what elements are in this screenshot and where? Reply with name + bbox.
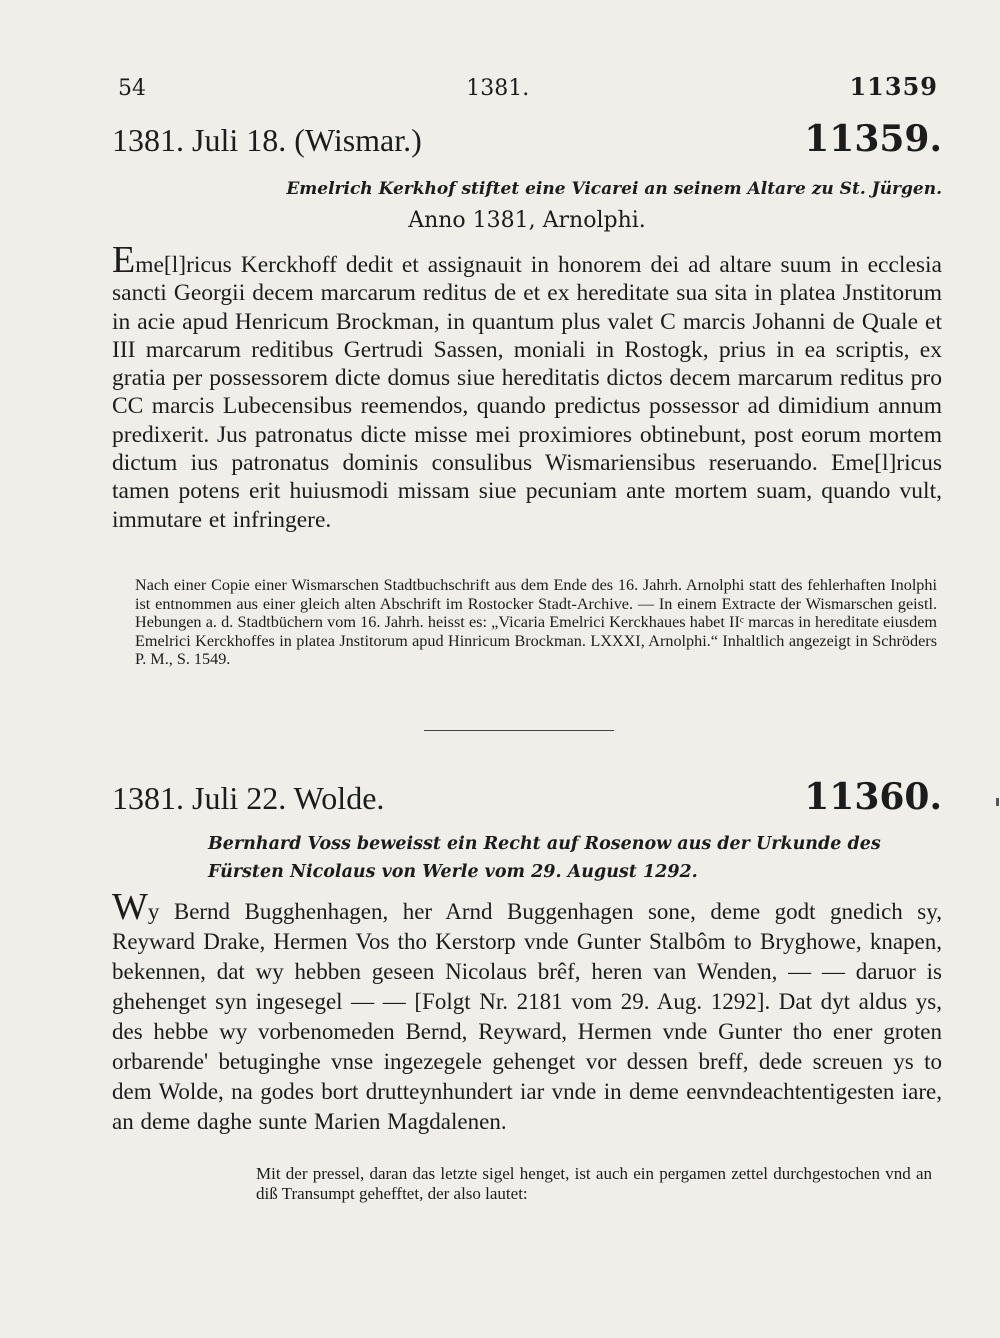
charter-date: 1381. Juli 18. (Wismar.)	[112, 122, 422, 158]
charter-note: Nach einer Copie einer Wismarschen Stadtbuchschrift aus dem Ende des 16. Jahrh. Arnolphi statt des fehlerhaften Inolphi ist entnommen aus einer gleich alten Abschrift im Rostocker Stadt-Archive. — In einem Extracte der Wismarschen geistl. Hebungen a. d. Stadtbüchern vom 16. Jahrh. heisst es: „Vicaria Emelrici Kerckhaues habet IIᶜ marcas in hereditate eiusdem Emelrici Kerckhoffes in platea Jnstitorum apud Hinricum Brockman. LXXXI, Arnolphi.“ Inhaltlich angezeigt in Schröders P. M., S. 1549.	[135, 576, 937, 668]
initial-letter: E	[112, 239, 136, 281]
page-number: 54	[118, 76, 146, 101]
charter-text	[112, 239, 942, 534]
section-divider	[424, 730, 614, 731]
running-head	[118, 72, 938, 101]
running-document-number: 11359	[849, 72, 938, 101]
running-year: 1381.	[466, 76, 530, 101]
charter-summary: Emelrich Kerkhof stiftet eine Vicarei an seinem Altare zu St. Jürgen.	[286, 179, 942, 199]
charter-heading	[112, 776, 942, 818]
initial-letter: W	[112, 886, 148, 928]
charter-text-body: me[l]ricus Kerckhoff dedit et assignauit in honorem dei ad altare suum in ecclesia sancti Georgii decem marcarum reditus de et ex hereditate sua sita in platea Jnstitorum in acie apud Henricum Brockman, in quantum plus valet C marcis Johanni de Quale et III marcarum reditibus Gertrudi Sassen, moniali in Rostogk, prius in ea scriptis, ex gratia per possessorem dicte domus siue hereditatis dictos decem marcarum reditus pro CC marcis Lubecensibus reemendos, quando predictus possessor ad dimidium annum predixerit. Jus patronatus dicte misse mei proximiores obtinebunt, post eorum mortem dictum ius patronatus dominis consulibus Wismariensibus reseruando. Eme[l]ricus tamen potens erit huiusmodi missam siue pecuniam ante mortem suam, quando vult, immutare et infringere.	[112, 252, 942, 533]
charter-number: 11360.	[804, 776, 942, 818]
charter-number: 11359.	[804, 118, 942, 160]
charter-date: 1381. Juli 22. Wolde.	[112, 780, 385, 816]
charter-heading	[112, 118, 942, 160]
charter-text-body: y Bernd Bugghenhagen, her Arnd Buggenhagen sone, deme godt gnedich sy, Reyward Drake, Hermen Vos tho Kerstorp vnde Gunter Stalbôm to Bryghowe, knapen, bekennen, dat wy hebben geseen Nicolaus brêf, heren van Wenden, — — daruor is ghehenget syn ingesegel — — [Folgt Nr. 2181 vom 29. Aug. 1292]. Dat dyt aldus ys, des hebbe wy vorbenomeden Bernd, Reyward, Hermen vnde Gunter tho ener groten orbarende' betuginghe vnse ingezegele gehenget vor dessen breff, dede screuen ys to dem Wolde, na godes bort drutteynhundert iar vnde in deme eenvndeachtentigesten iare, an deme daghe sunte Marien Magdalenen.	[112, 899, 942, 1134]
charter-dateline: Anno 1381, Arnolphi.	[408, 208, 646, 233]
charter-note: Mit der pressel, daran das letzte sigel henget, ist auch ein pergamen zettel durchgestochen vnd an diß Transumpt gehefftet, der also lautet:	[256, 1164, 932, 1203]
charter-text	[112, 886, 942, 1137]
page-edge-mark	[996, 798, 999, 806]
charter-summary: Bernhard Voss beweisst ein Recht auf Rosenow aus der Urkunde des Fürsten Nicolaus von Werle vom 29. August 1292.	[208, 834, 881, 882]
